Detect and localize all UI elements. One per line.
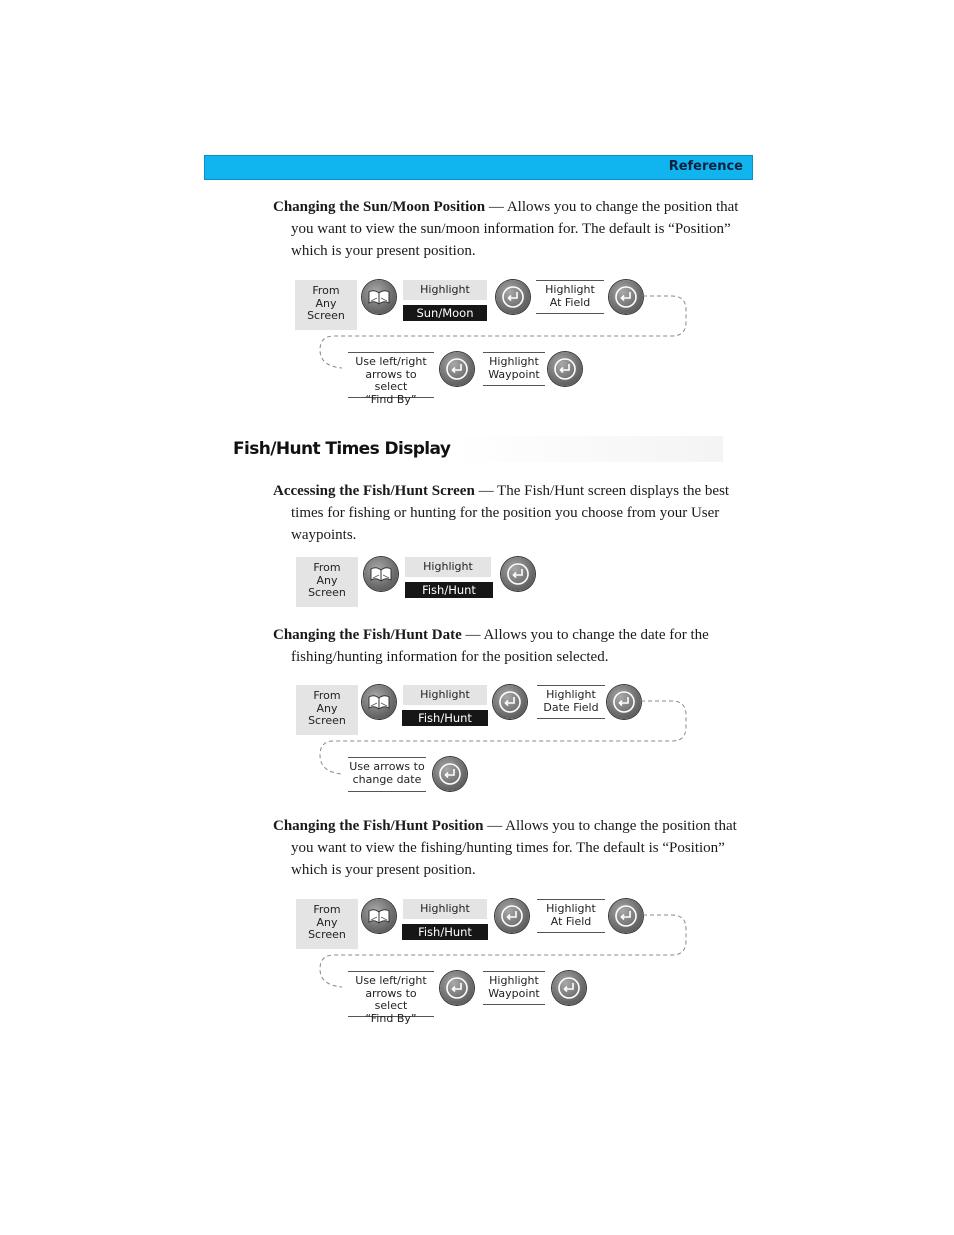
from-label: From xyxy=(313,689,341,702)
highlight-waypoint-box xyxy=(483,352,545,386)
step-label: Date Field xyxy=(543,700,599,714)
page-button[interactable] xyxy=(364,557,398,591)
highlight-label: Highlight xyxy=(403,899,487,919)
from-label: Screen xyxy=(308,586,346,599)
enter-button[interactable] xyxy=(548,352,582,386)
from-label: Screen xyxy=(307,309,345,322)
step-label: Use arrows to xyxy=(349,760,425,773)
page-button[interactable] xyxy=(362,685,396,719)
from-label: From xyxy=(312,284,340,297)
enter-arrow-icon xyxy=(607,685,641,719)
highlight-at-field-box xyxy=(537,899,605,933)
from-label: From xyxy=(313,561,341,574)
enter-arrow-icon xyxy=(433,757,467,791)
step-label: Highlight xyxy=(489,974,539,987)
enter-arrow-icon xyxy=(496,280,530,314)
step-label: Waypoint xyxy=(488,986,540,1000)
paragraph-heading: Changing the Sun/Moon Position xyxy=(273,199,486,215)
fish-hunt-date-paragraph xyxy=(273,624,761,668)
paragraph-heading: Changing the Fish/Hunt Position xyxy=(273,818,484,834)
paragraph-heading: Changing the Fish/Hunt Date xyxy=(273,627,462,643)
from-label: Any xyxy=(316,915,338,929)
from-any-screen-box xyxy=(296,685,358,735)
from-label: Any xyxy=(316,573,338,587)
step-label: arrows to select xyxy=(365,986,417,1012)
enter-arrow-icon xyxy=(495,899,529,933)
enter-arrow-icon xyxy=(440,352,474,386)
highlight-label: Highlight xyxy=(403,685,487,705)
selected-item: Fish/Hunt xyxy=(402,710,488,726)
paragraph-body: — The Fish/Hunt screen displays the best times for fishing or hunting for the position you choose from your User waypoints. xyxy=(291,483,730,543)
page-book-icon xyxy=(362,685,396,719)
step-label: Highlight xyxy=(545,283,595,296)
enter-arrow-icon xyxy=(609,280,643,314)
enter-button[interactable] xyxy=(552,971,586,1005)
from-label: Screen xyxy=(308,928,346,941)
from-any-screen-box xyxy=(296,899,358,949)
enter-button[interactable] xyxy=(607,685,641,719)
use-arrows-change-date-box xyxy=(348,757,426,792)
page-book-icon xyxy=(362,280,396,314)
section-title-bar xyxy=(233,436,723,462)
fish-hunt-position-paragraph xyxy=(273,815,761,881)
enter-button[interactable] xyxy=(496,280,530,314)
step-label: Highlight xyxy=(546,688,596,701)
selected-item: Fish/Hunt xyxy=(405,582,493,598)
enter-button[interactable] xyxy=(433,757,467,791)
use-arrows-find-by-box xyxy=(348,352,434,406)
enter-button[interactable] xyxy=(440,352,474,386)
enter-button[interactable] xyxy=(493,685,527,719)
paragraph-body: — Allows you to change the position that you want to view the sun/moon information for. The default is “Position” which is your present position. xyxy=(291,199,739,259)
sun-moon-position-paragraph xyxy=(273,196,761,262)
from-any-screen-box xyxy=(295,280,357,330)
page-button[interactable] xyxy=(362,899,396,933)
accessing-fish-hunt-paragraph xyxy=(273,480,761,546)
enter-button[interactable] xyxy=(440,971,474,1005)
header-bar xyxy=(204,155,753,180)
step-label: At Field xyxy=(550,914,592,928)
from-label: From xyxy=(313,903,341,916)
step-label: Highlight xyxy=(489,355,539,368)
highlight-waypoint-box xyxy=(483,971,545,1005)
step-label: At Field xyxy=(549,295,591,309)
enter-arrow-icon xyxy=(609,899,643,933)
paragraph-body: — Allows you to change the position that you want to view the fishing/hunting times for. The default is “Position” which is your present position. xyxy=(291,818,737,878)
enter-arrow-icon xyxy=(501,557,535,591)
paragraph-body: — Allows you to change the date for the fishing/hunting information for the position selected. xyxy=(291,627,709,665)
enter-button[interactable] xyxy=(609,899,643,933)
enter-arrow-icon xyxy=(548,352,582,386)
step-label: Highlight xyxy=(546,902,596,915)
section-title: Fish/Hunt Times Display xyxy=(233,439,451,459)
step-label: “Find By” xyxy=(365,392,417,406)
enter-button[interactable] xyxy=(495,899,529,933)
highlight-label: Highlight xyxy=(405,557,491,577)
enter-arrow-icon xyxy=(440,971,474,1005)
selected-item: Sun/Moon xyxy=(403,305,487,321)
selected-item: Fish/Hunt xyxy=(402,924,488,940)
highlight-date-field-box xyxy=(537,685,605,719)
step-label: Use left/right xyxy=(355,355,427,368)
step-label: “Find By” xyxy=(365,1011,417,1025)
from-label: Screen xyxy=(308,714,346,727)
step-label: Waypoint xyxy=(488,367,540,381)
enter-button[interactable] xyxy=(609,280,643,314)
header-title: Reference xyxy=(668,159,743,174)
page-book-icon xyxy=(364,557,398,591)
paragraph-heading: Accessing the Fish/Hunt Screen xyxy=(273,483,475,499)
highlight-at-field-box xyxy=(536,280,604,314)
highlight-label: Highlight xyxy=(403,280,487,300)
use-arrows-find-by-box xyxy=(348,971,434,1025)
step-label: change date xyxy=(352,772,422,786)
from-any-screen-box xyxy=(296,557,358,607)
from-label: Any xyxy=(315,296,337,310)
page-button[interactable] xyxy=(362,280,396,314)
step-label: arrows to select xyxy=(365,367,417,393)
from-label: Any xyxy=(316,701,338,715)
page-book-icon xyxy=(362,899,396,933)
enter-arrow-icon xyxy=(552,971,586,1005)
enter-arrow-icon xyxy=(493,685,527,719)
step-label: Use left/right xyxy=(355,974,427,987)
enter-button[interactable] xyxy=(501,557,535,591)
